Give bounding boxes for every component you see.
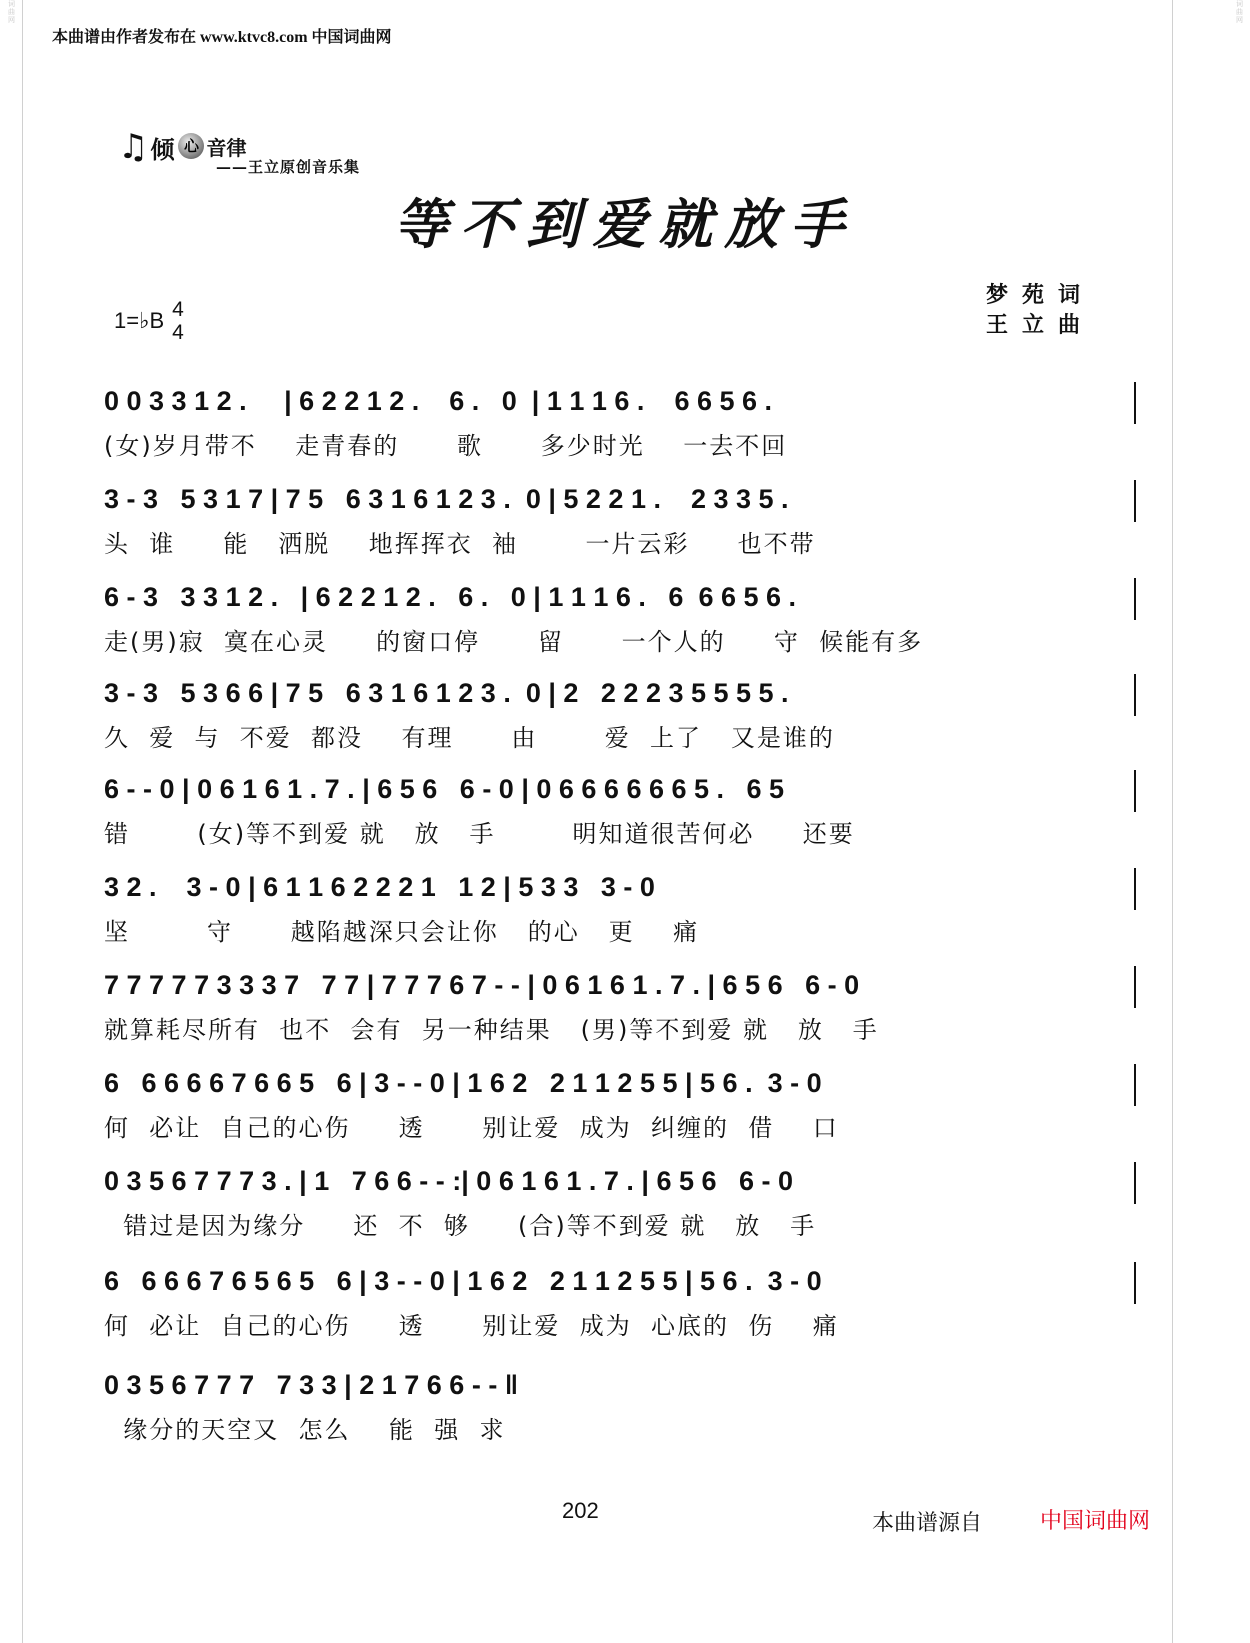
series-name-b: 音律 <box>206 136 247 160</box>
score-line <box>104 476 1134 572</box>
key-label: 1=♭B <box>114 308 165 333</box>
music-note-icon: ♫ <box>118 127 149 167</box>
composer-credit: 王立曲 <box>986 312 1095 338</box>
page-number: 202 <box>562 1498 599 1523</box>
heart-icon: 心 <box>178 133 204 159</box>
lyrics-row: 久 爱 与 不爱 都没 有理 由 爱 上了 又是谁的 <box>104 724 835 752</box>
score-line <box>104 766 1134 862</box>
notation-row: 6 - - 0 | 0 6 1 6 1 . 7 . | 6 5 6 6 - 0 | 0 6 6 6 6 6 6 5 . 6 5 <box>104 774 785 804</box>
lyrics-row: 坚 守 越陷越深只会让你 的心 更 痛 <box>104 918 700 946</box>
lyrics-row: 头 谁 能 洒脱 地挥挥衣 袖 一片云彩 也不带 <box>104 530 816 558</box>
score-line <box>104 1362 1134 1458</box>
barline <box>1134 674 1136 716</box>
barline <box>1134 770 1136 812</box>
score-line <box>104 864 1134 960</box>
notation-row: 0 0 3 3 1 2 . | 6 2 2 1 2 . 6 . 0 | 1 1 1 6 . 6 6 5 6 . <box>104 386 773 416</box>
barline <box>1134 966 1136 1008</box>
key-signature <box>114 298 184 344</box>
header-note: 本曲谱由作者发布在 www.ktvc8.com 中国词曲网 <box>52 29 392 46</box>
lyrics-row: 错 (女)等不到爱 就 放 手 明知道很苦何必 还要 <box>104 820 855 848</box>
series-subtitle: ——王立原创音乐集 <box>216 158 361 176</box>
lyrics-row: (女)岁月带不 走青春的 歌 多少时光 一去不回 <box>104 432 788 460</box>
barline <box>1134 1064 1136 1106</box>
barline <box>1134 480 1136 522</box>
notation-row: 3 2 . 3 - 0 | 6 1 1 6 2 2 2 1 1 2 | 5 3 3 3 - 0 <box>104 872 655 902</box>
notation-row: 0 3 5 6 7 7 7 3 . | 1 7 6 6 - - :| 0 6 1 6 1 . 7 . | 6 5 6 6 - 0 <box>104 1166 794 1196</box>
series-name-a: 倾 <box>150 135 177 164</box>
score-line <box>104 962 1134 1058</box>
score-line <box>104 378 1134 474</box>
barline <box>1134 1162 1136 1204</box>
time-signature <box>172 298 184 344</box>
footer-source-label: 本曲谱源自 <box>872 1511 983 1536</box>
time-signature-bottom: 4 <box>172 321 184 344</box>
side-watermark: 词曲网 <box>1235 0 1244 24</box>
credits <box>986 280 1094 340</box>
lyrics-row: 缘分的天空又 怎么 能 强 求 <box>104 1416 506 1444</box>
lyrics-row: 就算耗尽所有 也不 会有 另一种结果 (男)等不到爱 就 放 手 <box>104 1016 879 1044</box>
notation-row: 6 - 3 3 3 1 2 . | 6 2 2 1 2 . 6 . 0 | 1 1 1 6 . 6 6 6 5 6 . <box>104 582 797 612</box>
footer-site-name: 中国词曲网 <box>1040 1509 1151 1534</box>
lyrics-row: 何 必让 自己的心伤 透 别让爱 成为 心底的 伤 痛 <box>104 1312 839 1340</box>
score-line <box>104 670 1134 766</box>
notation-row: 3 - 3 5 3 6 6 | 7 5 6 3 1 6 1 2 3 . 0 | 2 2 2 2 3 5 5 5 5 . <box>104 678 789 708</box>
score-line <box>104 574 1134 670</box>
score-line <box>104 1158 1134 1254</box>
notation-row: 7 7 7 7 7 3 3 3 7 7 7 | 7 7 7 6 7 - - | 0 6 1 6 1 . 7 . | 6 5 6 6 - 0 <box>104 970 860 1000</box>
side-watermark: 词曲网 <box>7 0 16 24</box>
time-signature-top: 4 <box>172 298 184 321</box>
lyricist-credit: 梦苑词 <box>986 282 1095 308</box>
notation-row: 6 6 6 6 6 7 6 6 5 6 | 3 - - 0 | 1 6 2 2 1 1 2 5 5 | 5 6 . 3 - 0 <box>104 1068 822 1098</box>
song-title: 等不到爱就放手 <box>394 192 856 256</box>
barline <box>1134 382 1136 424</box>
barline <box>1134 1262 1136 1304</box>
notation-row: 3 - 3 5 3 1 7 | 7 5 6 3 1 6 1 2 3 . 0 | 5 2 2 1 . 2 3 3 5 . <box>104 484 789 514</box>
lyrics-row: 何 必让 自己的心伤 透 别让爱 成为 纠缠的 借 口 <box>104 1114 839 1142</box>
notation-row: 0 3 5 6 7 7 7 7 3 3 | 2 1 7 6 6 - - ‖ <box>104 1370 519 1400</box>
score-line <box>104 1060 1134 1156</box>
score-line <box>104 1258 1134 1354</box>
lyrics-row: 走(男)寂 寞在心灵 的窗口停 留 一个人的 守 候能有多 <box>104 628 924 656</box>
barline <box>1134 868 1136 910</box>
notation-row: 6 6 6 6 7 6 5 6 5 6 | 3 - - 0 | 1 6 2 2 1 1 2 5 5 | 5 6 . 3 - 0 <box>104 1266 822 1296</box>
barline <box>1134 578 1136 620</box>
lyrics-row: 错过是因为缘分 还 不 够 (合)等不到爱 就 放 手 <box>104 1212 817 1240</box>
